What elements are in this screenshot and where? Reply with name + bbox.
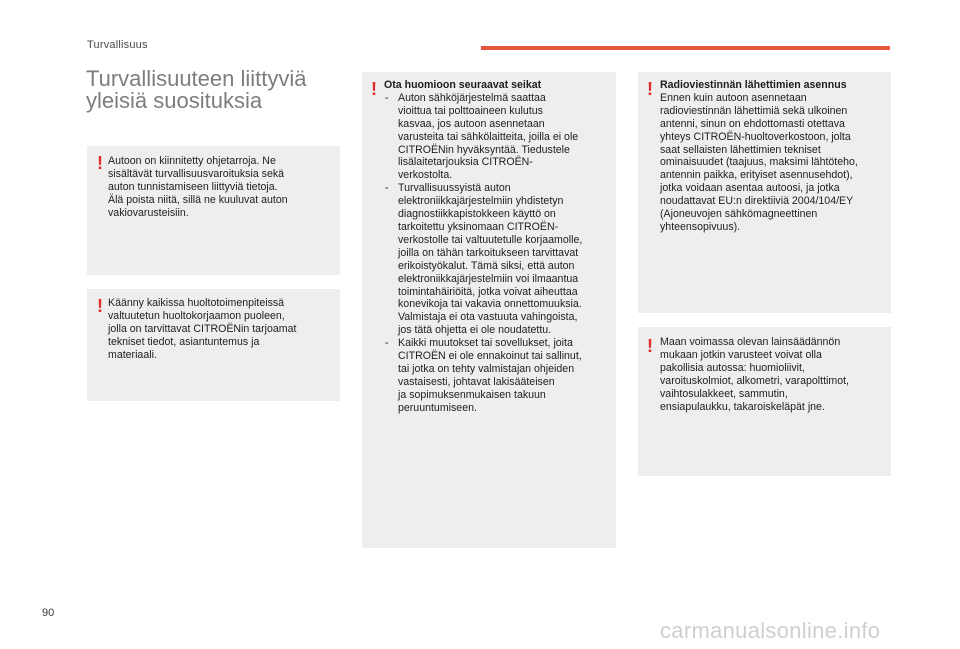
warning-text (108, 297, 296, 362)
text-line: Maan voimassa olevan lainsäädännön (660, 336, 841, 348)
text-line: auton tunnistamiseen liittyviä tietoja. (108, 180, 278, 193)
text-line: elektroniikkajärjestelmiin yhdistetyn (398, 195, 564, 208)
text-line: vioittua tai polttoaineen kulutus (398, 104, 543, 117)
text-line: peruuntumiseen. (398, 401, 477, 414)
warning-icon (647, 337, 653, 357)
warning-text (660, 336, 849, 413)
text-line: verkostolle tai valtuutetulle korjaamolle, (398, 233, 583, 246)
warning-icon (647, 80, 653, 100)
text-line: varusteita tai sähkölaitteita, joilla ei ole (398, 130, 579, 143)
warning-box-radio-transmitters (638, 72, 891, 313)
page-number: 90 (42, 607, 55, 619)
text-line: CITROËNin hyväksyntää. Tiedustele (398, 143, 570, 156)
list-item (384, 182, 582, 337)
list-item (384, 337, 582, 414)
text-line: mukaan jotkin varusteet voivat olla (660, 348, 822, 361)
warning-text (108, 155, 288, 220)
dash-bullet: - (385, 182, 389, 195)
text-line: valtuutetun huoltokorjaamon puoleen, (108, 309, 285, 322)
text-line: Valmistaja ei ota vastuuta vahingoista, (398, 311, 578, 324)
warning-icon (97, 297, 103, 317)
text-line: toimintahäiriöitä, jotka voivat aiheuttaa (398, 285, 578, 298)
text-line: Kaikki muutokset tai sovellukset, joita (398, 337, 573, 350)
warning-heading: Ota huomioon seuraavat seikat (384, 79, 542, 91)
text-line: konevikoja tai vakavia onnettomuuksia. (398, 298, 582, 311)
text-line: ja sopimuksenmukaisen takuun (398, 388, 546, 401)
text-line: saat sellaisten lähettimien tekniset (660, 143, 821, 156)
text-line: antennin paikka, erityiset asennusehdot), (660, 169, 853, 182)
text-line: Autoon on kiinnitetty ohjetarroja. Ne (108, 155, 276, 167)
text-line: elektroniikkajärjestelmiin voi ilmaantua (398, 272, 579, 285)
text-line: tekniset tiedot, asiantuntemus ja (108, 335, 260, 348)
text-line: tai jotka on tehty valmistajan ohjeiden (398, 362, 575, 375)
warning-box-maintenance (87, 289, 340, 401)
text-line: Älä poista niitä, sillä ne kuuluvat auton (108, 193, 288, 206)
text-line: verkostolta. (398, 169, 453, 182)
list-item (384, 92, 582, 182)
text-line: CITROËN ei ole ennakoinut tai sallinut, (398, 350, 582, 363)
text-line: lisälaitetarjouksia CITROËN- (398, 156, 533, 169)
text-line: (Ajoneuvojen sähkömagneettinen (660, 208, 818, 221)
text-line: varoituskolmiot, alkometri, varapolttimot, (660, 374, 849, 387)
warning-icon (97, 154, 103, 174)
warning-text (384, 79, 582, 415)
text-line: ensiapulaukku, takaroiskeläpät jne. (660, 400, 825, 413)
text-line: jos tätä ohjetta ei ole noudatettu. (398, 324, 552, 337)
text-line: Käänny kaikissa huoltotoimenpiteissä (108, 297, 285, 309)
text-line: joilla on tähän tarkoitukseen tarvittavat (398, 246, 579, 259)
text-line: Auton sähköjärjestelmä saattaa (398, 91, 546, 104)
text-line: pakollisia autossa: huomioliivit, (660, 361, 805, 374)
text-line: materiaali. (108, 348, 157, 361)
dash-bullet: - (385, 91, 389, 104)
text-line: ominaisuudet (taajuus, maksimi lähtöteho, (660, 156, 858, 169)
text-line: tarkoitettu yksinomaan CITROËN- (398, 220, 559, 233)
text-line: kasvaa, jos autoon asennetaan (398, 117, 545, 130)
text-line: yhteensopivuus). (660, 220, 741, 233)
text-line: Ennen kuin autoon asennetaan (660, 91, 807, 104)
warning-box-labels (87, 146, 340, 275)
warning-heading: Radioviestinnän lähettimien asennus (660, 79, 847, 91)
text-line: radioviestinnän lähettimiä sekä ulkoinen (660, 104, 848, 117)
warning-box-mandatory-equipment (638, 327, 891, 476)
text-line: erikoistyökalut. Tämä siksi, että auton (398, 259, 575, 272)
text-line: Turvallisuussyistä auton (398, 182, 511, 195)
page-title (86, 68, 346, 112)
text-line: sisältävät turvallisuusvaroituksia sekä (108, 167, 285, 180)
text-line: vaihtosulakkeet, sammutin, (660, 387, 788, 400)
text-line: jolla on tarvittavat CITROËNin tarjoamat (108, 322, 297, 335)
watermark: carmanualsonline.info (660, 618, 881, 643)
dash-bullet: - (385, 337, 389, 350)
header-accent-bar (481, 46, 890, 50)
page-title-line-1: Turvallisuuteen liittyviä (86, 66, 307, 91)
text-line: vakiovarusteisiin. (108, 206, 189, 219)
text-line: vastaisesti, johtavat lakisääteisen (398, 375, 555, 388)
page-title-line-2: yleisiä suosituksia (86, 88, 263, 113)
section-label: Turvallisuus (87, 39, 148, 51)
text-line: diagnostiikkapistokkeen käyttö on (398, 208, 556, 221)
text-line: jotka voidaan asentaa autoosi, ja jotka (660, 182, 840, 195)
text-line: noudattavat EU:n direktiiviä 2004/104/EY (660, 195, 854, 208)
warning-icon (371, 80, 377, 100)
text-line: antenni, sinun on ehdottomasti otettava (660, 117, 845, 130)
warning-box-considerations (362, 72, 616, 548)
text-line: yhteys CITROËN-huoltoverkostoon, jolta (660, 130, 851, 143)
warning-text (660, 79, 858, 234)
